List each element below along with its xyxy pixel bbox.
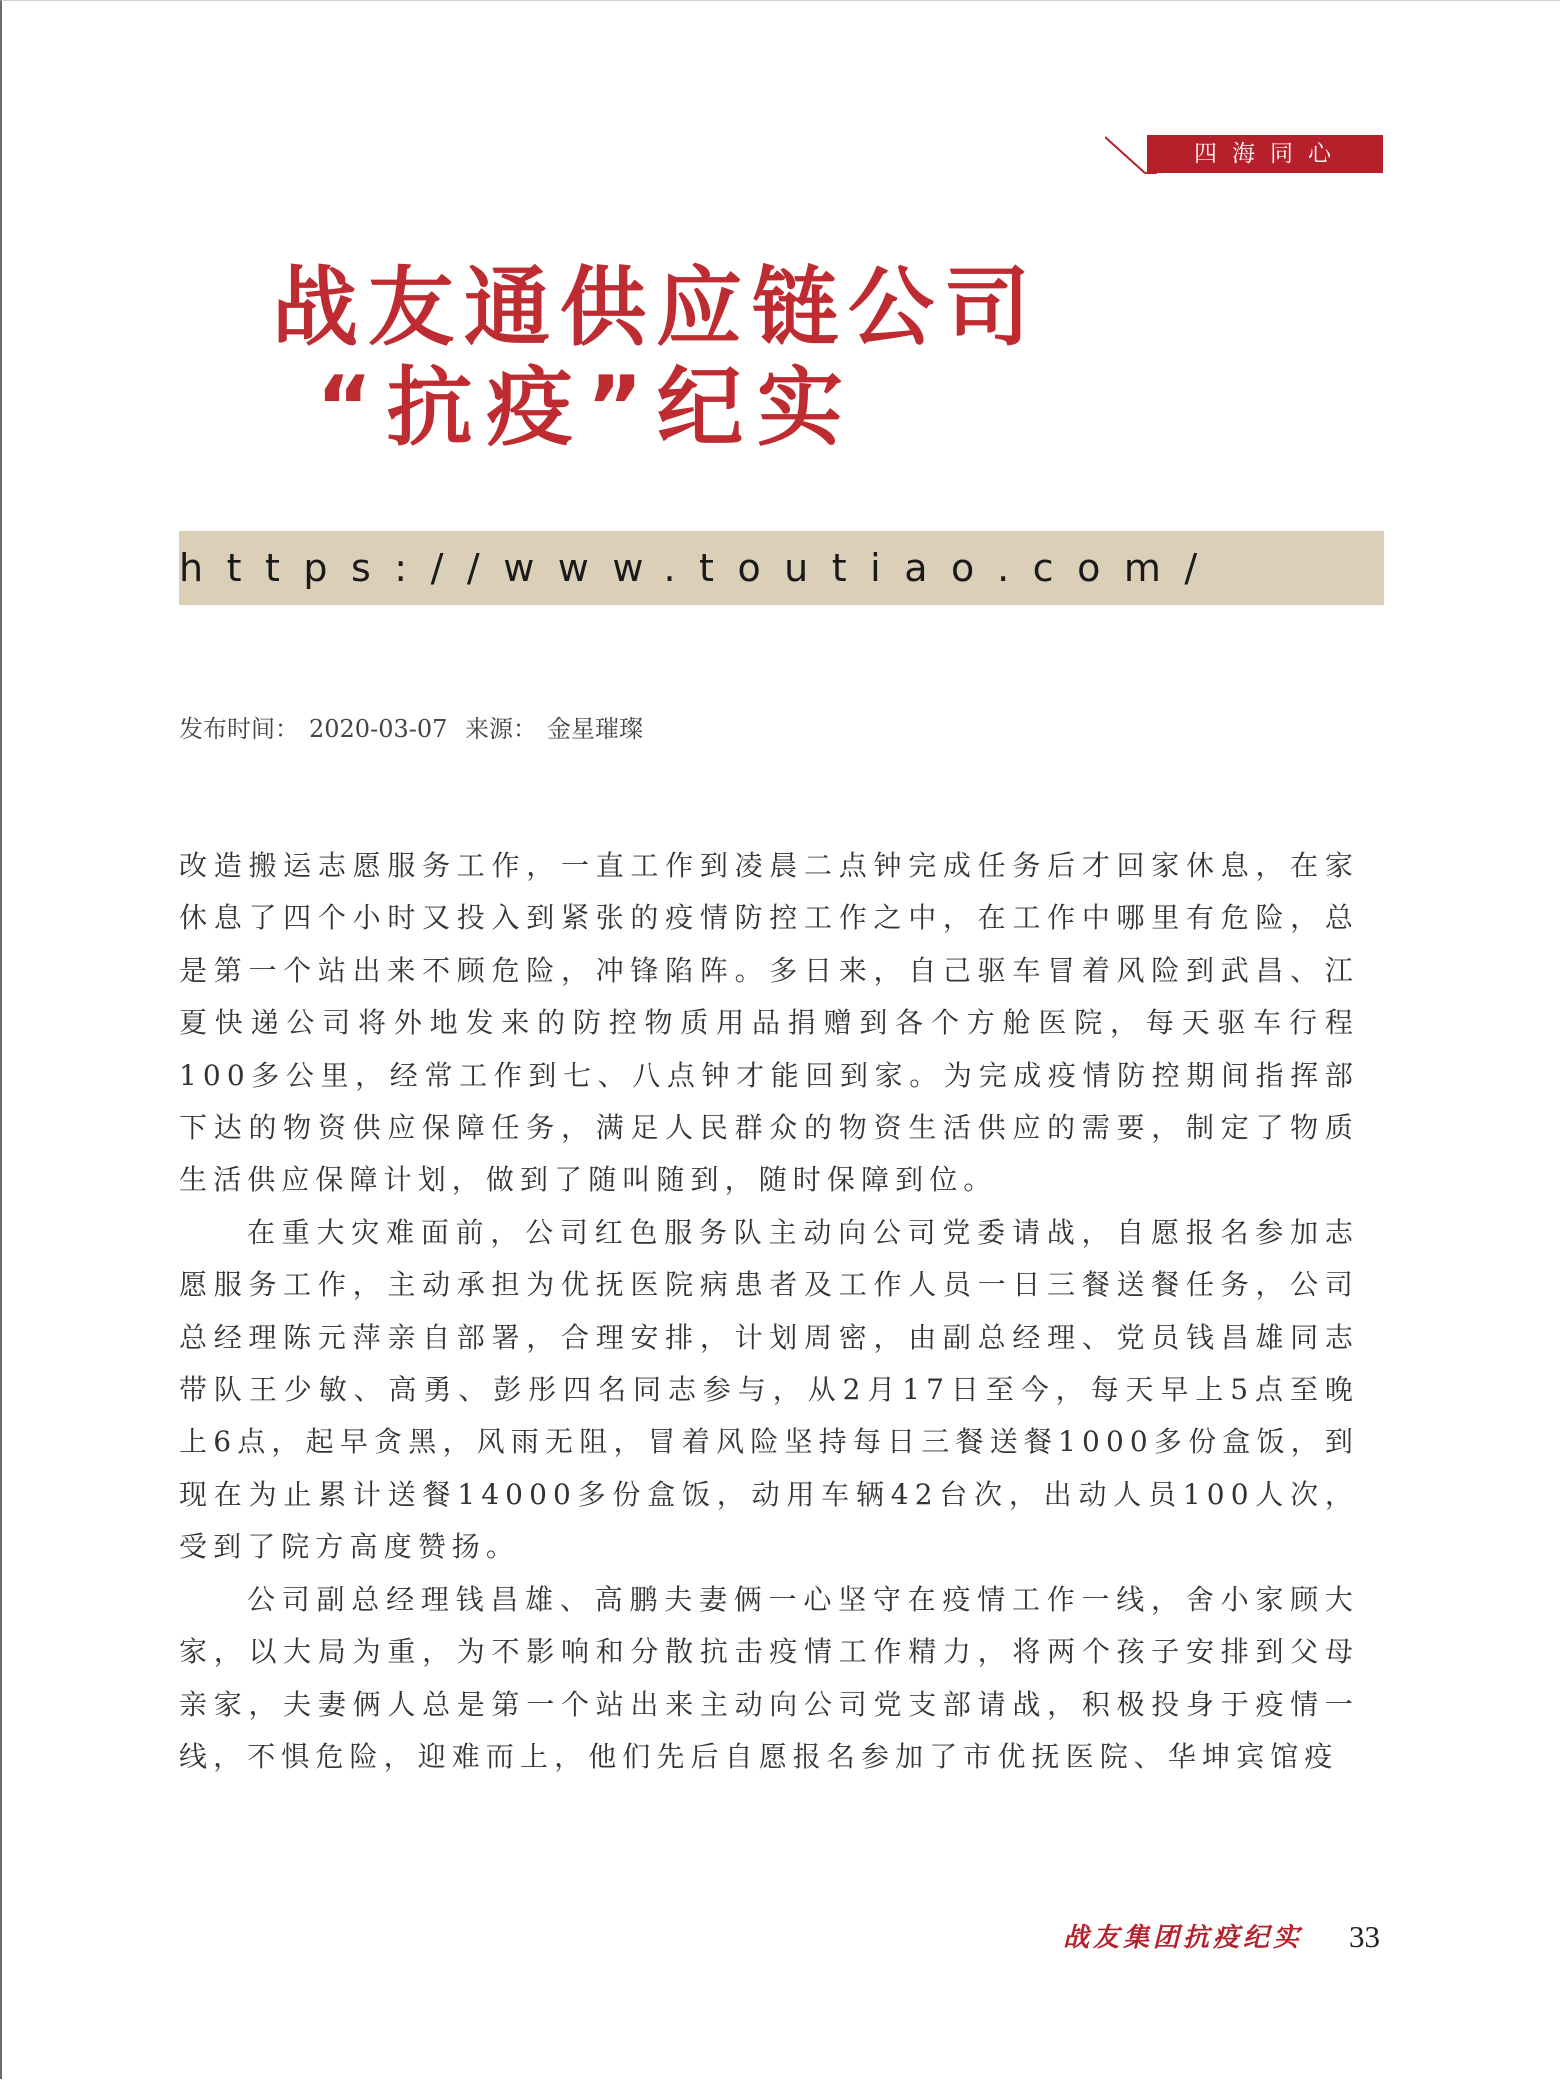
- source-url: https://www.toutiao.com/: [179, 546, 1221, 590]
- article-meta: [179, 712, 653, 746]
- headline-line-1: 战友通供应链公司: [272, 258, 1040, 358]
- published-date: 2020-03-07: [309, 715, 448, 743]
- body-paragraph: 在重大灾难面前，公司红色服务队主动向公司党委请战，自愿报名参加志愿服务工作，主动承担为优抚医院病患者及工作人员一日三餐送餐任务，公司总经理陈元萍亲自部署，合理安排，计划周密，由副总经理、党员钱昌雄同志带队王少敏、高勇、彭彤四名同志参与，从2月17日至今，每天早上5点至晚上6点，起早贪黑，风雨无阻，冒着风险坚持每日三餐送餐1000多份盒饭，到现在为止累计送餐14000多份盒饭，动用车辆42台次，出动人员100人次，受到了院方高度赞扬。: [179, 1215, 1359, 1564]
- body-paragraph: 公司副总经理钱昌雄、高鹏夫妻俩一心坚守在疫情工作一线，舍小家顾大家，以大局为重，为不影响和分散抗击疫情工作精力，将两个孩子安排到父母亲家，夫妻俩人总是第一个站出来主动向公司党支部请战，积极投身于疫情一线，不惧危险，迎难而上，他们先后自愿报名参加了市优抚医院、华坤宾馆疫: [179, 1582, 1359, 1773]
- article-body: [179, 840, 1359, 1783]
- source-name: 金星璀璨: [547, 715, 644, 743]
- source-label: 来源：: [465, 715, 538, 743]
- page-number: 33: [1349, 1919, 1380, 1954]
- published-label: 发布时间：: [179, 715, 299, 743]
- footer-publication-title: 战友集团抗疫纪实: [1063, 1923, 1304, 1953]
- body-paragraph: 改造搬运志愿服务工作，一直工作到凌晨二点钟完成任务后才回家休息，在家休息了四个小时又投入到紧张的疫情防控工作之中，在工作中哪里有危险，总是第一个站出来不顾危险，冲锋陷阵。多日来，自己驱车冒着风险到武昌、江夏快递公司将外地发来的防控物质用品捐赠到各个方舱医院，每天驱车行程100多公里，经常工作到七、八点钟才能回到家。为完成疫情防控期间指挥部下达的物资供应保障任务，满足人民群众的物资生活供应的需要，制定了物质生活供应保障计划，做到了随叫随到，随时保障到位。: [179, 849, 1359, 1197]
- article-headline: [272, 258, 1040, 458]
- section-tag: 四海同心: [1147, 135, 1383, 173]
- headline-line-2: “抗疫”纪实: [316, 358, 858, 458]
